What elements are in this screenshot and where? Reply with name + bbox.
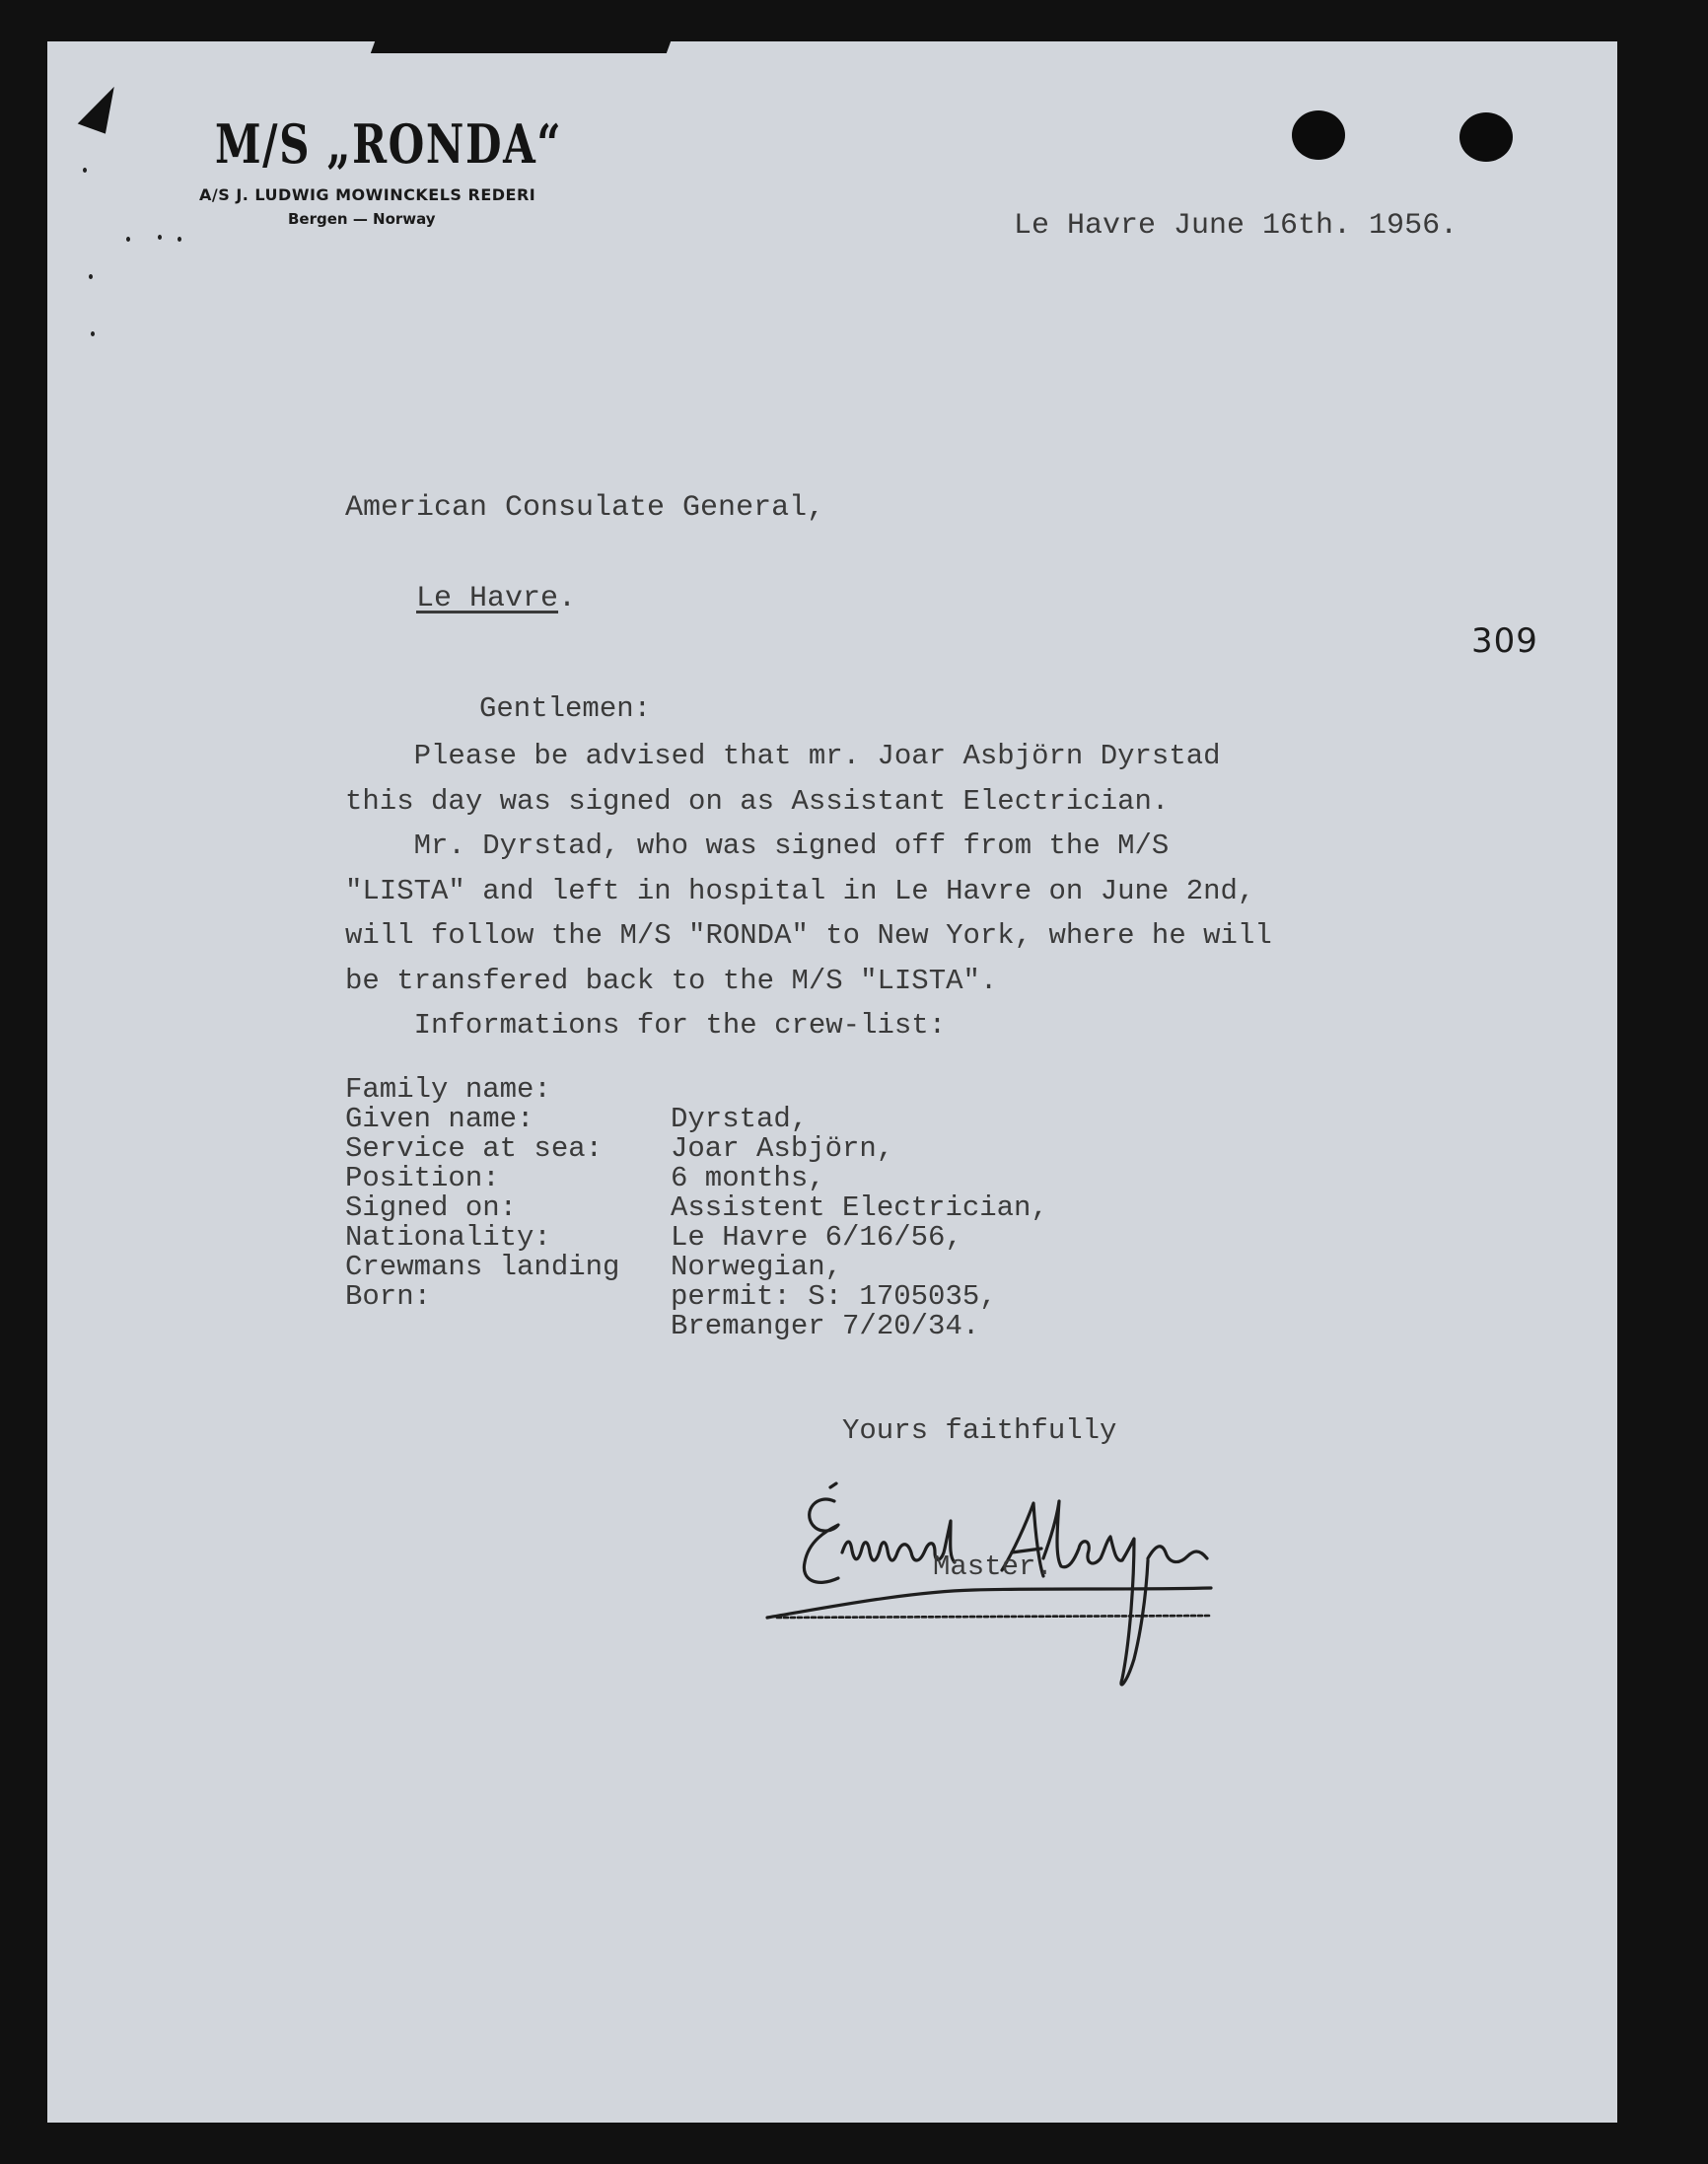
- body-line: Mr. Dyrstad, who was signed off from the M/S: [345, 830, 1170, 862]
- letter-body: [345, 734, 1479, 1048]
- crew-value: Dyrstad,: [671, 1103, 809, 1135]
- crew-value: permit: S: 1705035,: [671, 1280, 997, 1313]
- crew-label: Given name:: [345, 1103, 534, 1135]
- crew-label: Position:: [345, 1162, 500, 1194]
- crew-value: Assistent Electrician,: [671, 1191, 1048, 1224]
- body-line: will follow the M/S "RONDA" to New York, where he will: [345, 919, 1272, 952]
- closing: Yours faithfully: [842, 1414, 1117, 1447]
- corner-mark: [78, 79, 122, 133]
- crew-label: Nationality:: [345, 1221, 551, 1254]
- crew-value: Bremanger 7/20/34.: [671, 1310, 980, 1342]
- crew-value: Norwegian,: [671, 1251, 843, 1283]
- addressee-city: [345, 548, 576, 649]
- letterhead: [146, 112, 619, 228]
- crew-list: [345, 1046, 1048, 1342]
- addressee-city-suffix: .: [558, 582, 577, 615]
- punch-hole-left: [1292, 110, 1345, 160]
- crew-value: 6 months,: [671, 1162, 825, 1194]
- crew-label: Signed on:: [345, 1191, 518, 1224]
- crew-label: Crewmans landing: [345, 1251, 620, 1283]
- body-line: Informations for the crew-list:: [345, 1009, 947, 1042]
- addressee-city-name: Le Havre: [416, 582, 559, 615]
- body-line: "LISTA" and left in hospital in Le Havre on June 2nd,: [345, 874, 1255, 907]
- body-line: Please be advised that mr. Joar Asbjörn Dyrstad: [345, 740, 1221, 772]
- crew-label: Service at sea:: [345, 1132, 604, 1165]
- crew-label: Family name:: [345, 1073, 551, 1106]
- company-name: A/S J. LUDWIG MOWINCKELS REDERI: [199, 185, 536, 204]
- scan-edge-artifact: [371, 41, 671, 53]
- letter-page: [47, 41, 1617, 2123]
- crew-value: Joar Asbjörn,: [671, 1132, 894, 1165]
- signer-title: Master.: [933, 1551, 1053, 1583]
- ship-name: M/S „RONDA“: [215, 112, 563, 176]
- date-line: Le Havre June 16th. 1956.: [1014, 209, 1459, 243]
- body-line: be transfered back to the M/S "LISTA".: [345, 964, 998, 997]
- addressee-name: American Consulate General,: [345, 491, 825, 525]
- crew-value: Le Havre 6/16/56,: [671, 1221, 962, 1254]
- body-line: this day was signed on as Assistant Electrician.: [345, 784, 1170, 818]
- crew-label: Born:: [345, 1280, 432, 1313]
- salutation: Gentlemen:: [479, 692, 652, 725]
- page-number: 309: [1471, 621, 1538, 661]
- company-city: Bergen — Norway: [288, 210, 436, 228]
- punch-hole-right: [1459, 112, 1513, 162]
